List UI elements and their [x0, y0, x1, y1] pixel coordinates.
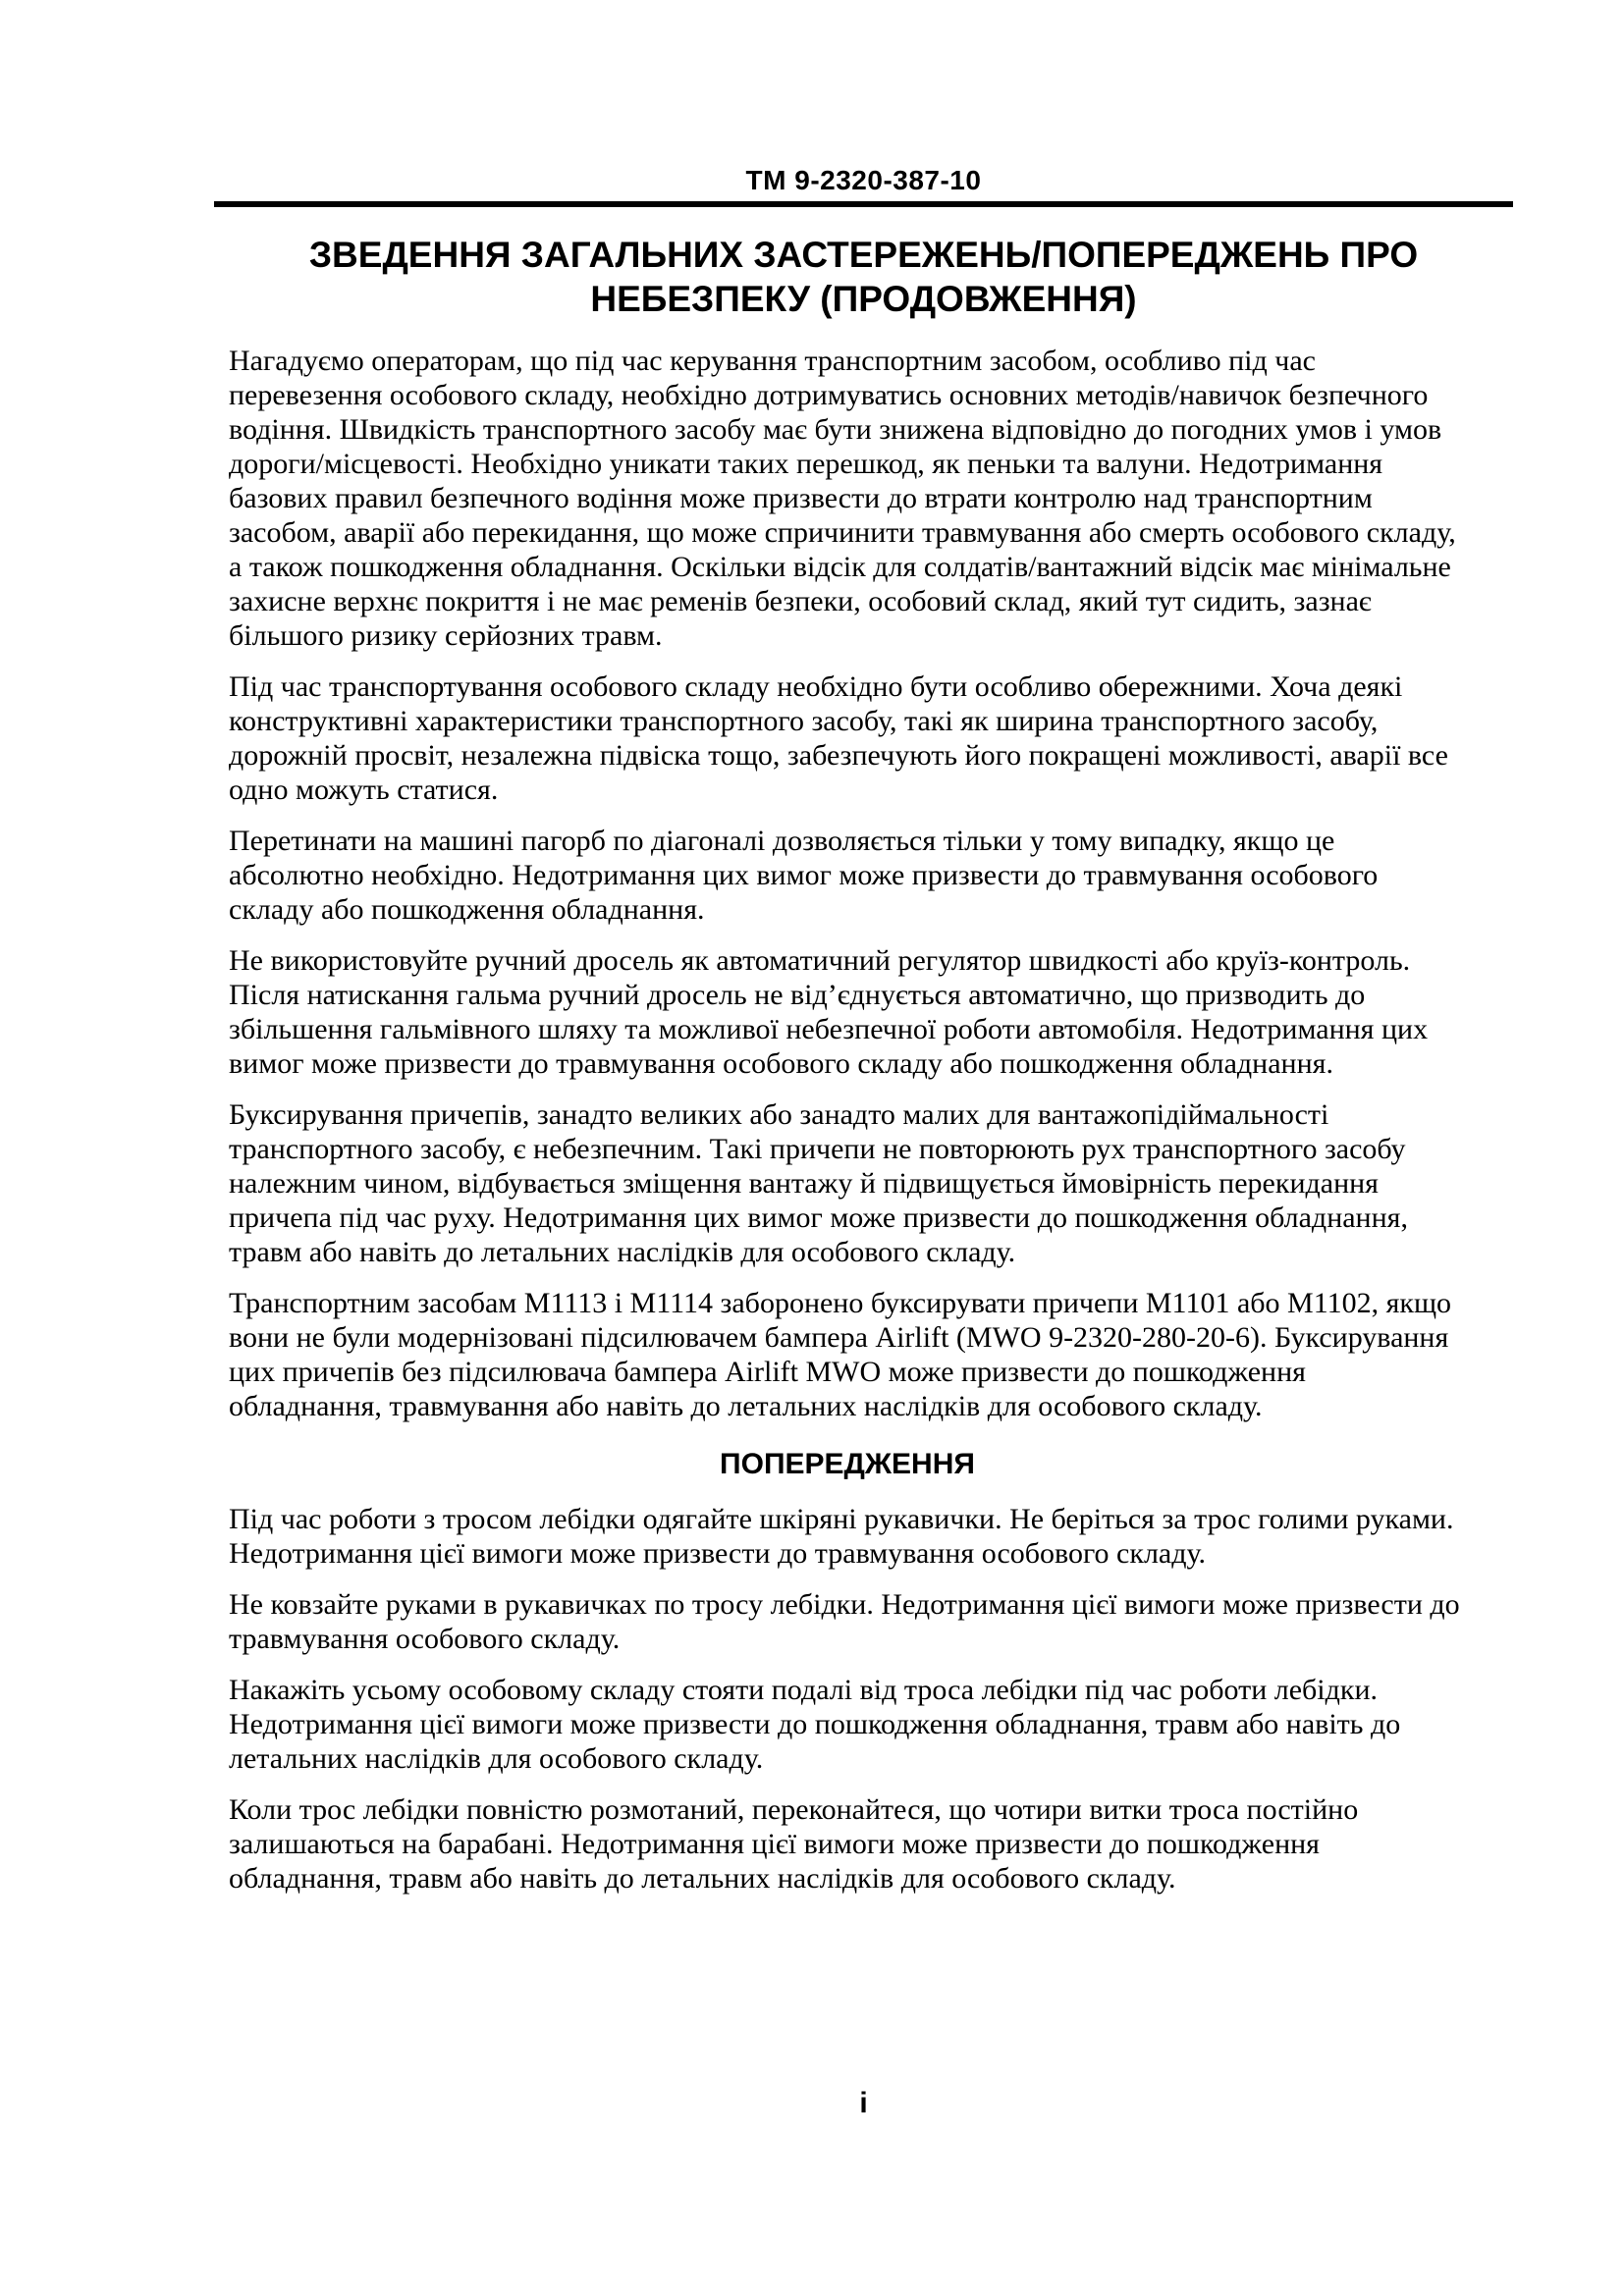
document-number-header: TM 9-2320-387-10 [745, 165, 982, 195]
warning-paragraph-leather-gloves: Під час роботи з тросом лебідки одягайте шкіряні рукавички. Не беріться за трос голими руками. Недотримання цієї вимоги може призвести до травмування особового складу. [229, 1503, 1454, 1570]
paragraph-diagonal-hill-crossing: Перетинати на машині пагорб по діагоналі дозволяється тільки у тому випадку, якщо це абсолютно необхідно. Недотримання цих вимог може призвести до травмування особового складу або пошкодження обладнання. [229, 825, 1379, 926]
page-title-line-1: ЗВЕДЕННЯ ЗАГАЛЬНИХ ЗАСТЕРЕЖЕНЬ/ПОПЕРЕДЖЕНЬ ПРО [308, 235, 1419, 275]
page-number: i [859, 2087, 868, 2119]
page-title-line-2: НЕБЕЗПЕКУ (ПРОДОВЖЕННЯ) [590, 279, 1137, 319]
paragraph-hand-throttle: Не використовуйте ручний дросель як автоматичний регулятор швидкості або круїз-контроль. Після натискання гальма ручний дросель не від’єднується автоматично, що призводить до збільшення гальмівного шляху та можливої небезпечної роботи автомобіля. Недотримання цих вимог може призвести до травмування особового складу або пошкодження обладнання. [229, 944, 1429, 1080]
warning-section-heading: ПОПЕРЕДЖЕННЯ [720, 1448, 975, 1480]
page-title [214, 233, 1513, 321]
paragraph-m1113-m1114-trailers: Транспортним засобам М1113 і М1114 заборонено буксирувати причепи М1101 або М1102, якщо вони не були модернізовані підсилювачем бампера Airlift (MWO 9-2320-280-20-6). Буксирування цих причепів без підсилювача бампера Airlift MWO може призвести до пошкодження обладнання, травмування або навіть до летальних наслідків для особового складу. [229, 1287, 1452, 1422]
body-text [229, 344, 1466, 1896]
paragraph-trailer-towing: Буксирування причепів, занадто великих або занадто малих для вантажопідіймальності транспортного засобу, є небезпечним. Такі причепи не повторюють рух транспортного засобу належним чином, відбувається зміщення вантажу й підвищується ймовірність перекидання причепа під час руху. Недотримання цих вимог може призвести до пошкодження обладнання, травм або навіть до летальних наслідків для особового складу. [229, 1098, 1408, 1268]
page-content [214, 0, 1513, 1912]
warning-paragraph-four-wraps: Коли трос лебідки повністю розмотаний, переконайтеся, що чотири витки троса постійно залишаються на барабані. Недотримання цієї вимоги може призвести до пошкодження обладнання, травм або навіть до летальних наслідків для особового складу. [229, 1793, 1359, 1895]
paragraph-personnel-transport: Під час транспортування особового складу необхідно бути особливо обережними. Хоча деякі конструктивні характеристики транспортного засобу, такі як ширина транспортного засобу, дорожній просвіт, незалежна підвіска тощо, забезпечують його покращені можливості, аварії все одно можуть статися. [229, 670, 1448, 806]
header-divider-rule [214, 201, 1513, 207]
paragraph-operator-reminder: Нагадуємо операторам, що під час керування транспортним засобом, особливо під час перевезення особового складу, необхідно дотримуватись основних методів/навичок безпечного водіння. Швидкість транспортного засобу має бути знижена відповідно до погодних умов і умов дороги/місцевості. Необхідно уникати таких перешкод, як пеньки та валуни. Недотримання базових правил безпечного водіння може призвести до втрати контролю над транспортним засобом, аварії або перекидання, що може спричинити травмування або смерть особового складу, а також пошкодження обладнання. Оскільки відсік для солдатів/вантажний відсік має мінімальне захисне верхнє покриття і не має ременів безпеки, особовий склад, який тут сидить, зазнає більшого ризику серйозних травм. [229, 345, 1456, 652]
warning-paragraph-stand-clear: Накажіть усьому особовому складу стояти подалі від троса лебідки під час роботи лебідки. Недотримання цієї вимоги може призвести до пошкодження обладнання, травм або навіть до летальних наслідків для особового складу. [229, 1674, 1401, 1775]
warning-paragraph-no-sliding-hands: Не ковзайте руками в рукавичках по тросу лебідки. Недотримання цієї вимоги може призвести до травмування особового складу. [229, 1588, 1460, 1655]
